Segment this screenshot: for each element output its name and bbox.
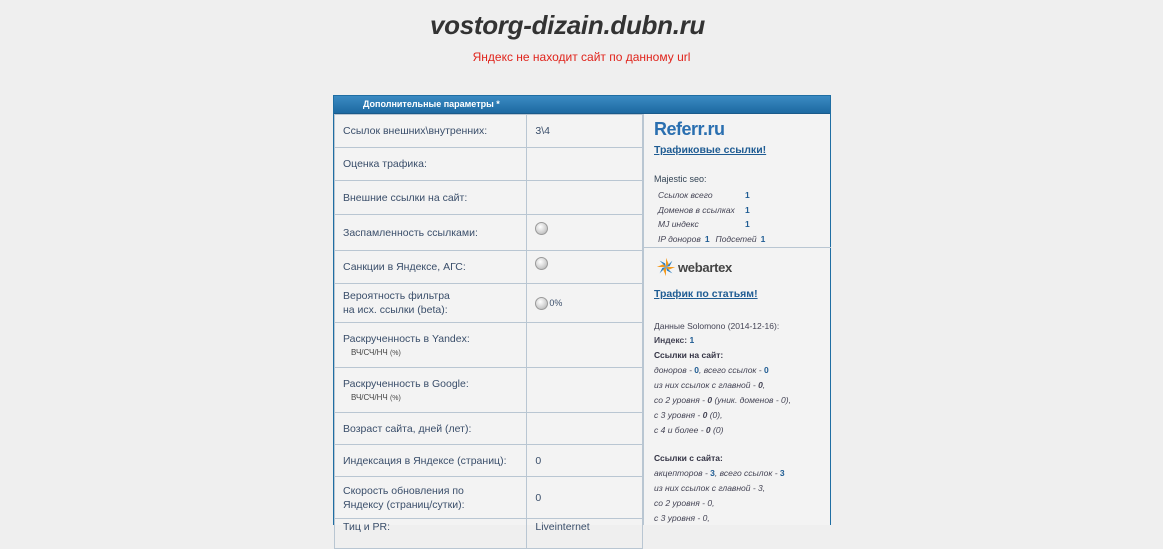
majestic-row-label: Ссылок всего bbox=[658, 190, 713, 200]
sublabel-text: ВЧ/СЧ/НЧ bbox=[351, 392, 388, 402]
level3-extra: (0), bbox=[707, 410, 723, 420]
majestic-row-value: 1 bbox=[745, 190, 750, 200]
majestic-row bbox=[658, 219, 750, 229]
param-value bbox=[527, 284, 643, 323]
level2-line bbox=[654, 395, 791, 405]
param-value bbox=[527, 148, 643, 181]
sublabel-unit: (%) bbox=[389, 349, 401, 357]
majestic-ip-row bbox=[658, 234, 771, 244]
out-main-line: из них ссылок с главной - 3, bbox=[654, 483, 766, 493]
majestic-row-label: MJ индекс bbox=[658, 219, 699, 229]
yandex-error-message: Яндекс не находит сайт по данному url bbox=[472, 50, 691, 64]
level2-extra: (уник. доменов - 0), bbox=[712, 395, 791, 405]
param-value bbox=[527, 368, 643, 413]
acceptors-label: акцепторов - bbox=[654, 468, 711, 478]
out-level2-line: со 2 уровня - 0, bbox=[654, 498, 715, 508]
referr-block bbox=[644, 114, 831, 248]
param-sublabel bbox=[343, 393, 401, 402]
param-label bbox=[335, 368, 527, 413]
webartex-logo-icon[interactable] bbox=[654, 256, 678, 278]
param-label-line1: Вероятность фильтра bbox=[343, 290, 450, 302]
webartex-article-traffic-link[interactable]: Трафик по статьям! bbox=[654, 288, 758, 300]
param-row bbox=[335, 148, 643, 181]
majestic-row bbox=[658, 190, 750, 200]
filter-probability-indicator bbox=[535, 297, 548, 310]
outgoing-links-heading: Ссылки с сайта: bbox=[654, 453, 723, 463]
param-value: 0 bbox=[527, 477, 643, 519]
param-label-line2: Яндексу (страниц/сутки): bbox=[343, 498, 465, 511]
main-links-value: 0 bbox=[758, 380, 763, 390]
acceptors-line bbox=[654, 468, 785, 478]
solomono-date: Данные Solomono (2014-12-16): bbox=[654, 321, 780, 331]
incoming-links-heading: Ссылки на сайт: bbox=[654, 350, 724, 360]
index-value: 1 bbox=[689, 335, 695, 345]
donors-line bbox=[654, 365, 769, 375]
site-title: vostorg-dizain.dubn.ru bbox=[429, 10, 706, 40]
side-column bbox=[643, 114, 831, 525]
acceptors-value: 3 bbox=[710, 468, 715, 478]
param-value bbox=[527, 215, 643, 251]
param-label: Санкции в Яндексе, АГС: bbox=[335, 251, 527, 284]
index-label: Индекс: bbox=[654, 335, 688, 345]
referr-logo[interactable]: Referr.ru bbox=[654, 119, 725, 139]
out-total-value: 3 bbox=[779, 468, 785, 478]
solomono-index bbox=[654, 335, 694, 345]
param-row bbox=[335, 284, 643, 323]
param-label bbox=[335, 477, 527, 519]
webartex-logo-text[interactable]: webartex bbox=[678, 260, 732, 275]
ip-donors-value: 1 bbox=[704, 234, 710, 244]
main-links-line: из них ссылок с главной - 0, bbox=[654, 380, 766, 390]
param-value: Liveinternet bbox=[527, 519, 643, 549]
majestic-row-label: Доменов в ссылках bbox=[658, 205, 735, 215]
param-value bbox=[527, 251, 643, 284]
param-row bbox=[335, 519, 643, 549]
subnets-value: 1 bbox=[760, 234, 766, 244]
ip-donors-label: IP доноров bbox=[658, 234, 701, 244]
level4-extra: (0) bbox=[710, 425, 724, 435]
param-label: Индексация в Яндексе (страниц): bbox=[335, 445, 527, 477]
additional-params-panel bbox=[333, 95, 831, 533]
param-label: Возраст сайта, дней (лет): bbox=[335, 413, 527, 445]
majestic-row bbox=[658, 205, 750, 215]
level4-label: с 4 и более - bbox=[654, 425, 706, 435]
param-label-line1: Раскрученность в Google: bbox=[343, 377, 469, 390]
param-label-line2: на исх. ссылки (beta): bbox=[343, 304, 448, 316]
main-links-label: из них ссылок с главной - bbox=[654, 380, 759, 390]
level4-value: 0 bbox=[705, 425, 711, 435]
param-row bbox=[335, 215, 643, 251]
majestic-row-value: 1 bbox=[745, 219, 750, 229]
sublabel-text: ВЧ/СЧ/НЧ bbox=[351, 347, 388, 357]
param-row bbox=[335, 413, 643, 445]
total-value: 0 bbox=[764, 365, 769, 375]
level3-line bbox=[654, 410, 722, 420]
param-value bbox=[527, 181, 643, 215]
param-row bbox=[335, 477, 643, 519]
param-label: Внешние ссылки на сайт: bbox=[335, 181, 527, 215]
sanctions-status-indicator bbox=[535, 257, 548, 270]
out-total-label: , всего ссылок - bbox=[714, 468, 780, 478]
donors-value: 0 bbox=[694, 365, 700, 375]
params-table bbox=[334, 114, 643, 549]
subnets-label: Подсетей bbox=[715, 234, 757, 244]
level3-label: с 3 уровня - bbox=[654, 410, 703, 420]
param-row bbox=[335, 445, 643, 477]
param-label bbox=[335, 284, 527, 323]
param-row bbox=[335, 323, 643, 368]
param-value bbox=[527, 413, 643, 445]
param-value: 0 bbox=[527, 445, 643, 477]
param-label: Тиц и PR: bbox=[335, 519, 527, 549]
majestic-label: Majestic seo: bbox=[654, 174, 707, 184]
total-label: , всего ссылок - bbox=[699, 365, 764, 375]
param-row bbox=[335, 251, 643, 284]
level2-label: со 2 уровня - bbox=[654, 395, 708, 405]
referr-traffic-links-link[interactable]: Трафиковые ссылки! bbox=[654, 144, 767, 156]
param-label: Ссылок внешних\внутренних: bbox=[335, 115, 527, 148]
spam-status-indicator bbox=[535, 222, 548, 235]
param-row bbox=[335, 181, 643, 215]
param-label-line1: Раскрученность в Yandex: bbox=[343, 332, 470, 345]
filter-probability-value: 0% bbox=[549, 298, 563, 308]
param-label: Заспамленность ссылками: bbox=[335, 215, 527, 251]
level2-value: 0 bbox=[707, 395, 713, 405]
param-row bbox=[335, 115, 643, 148]
out-level3-line: с 3 уровня - 0, bbox=[654, 513, 710, 523]
param-sublabel bbox=[343, 348, 401, 357]
param-value: 3\4 bbox=[527, 115, 643, 148]
param-label bbox=[335, 323, 527, 368]
param-value bbox=[527, 323, 643, 368]
level3-value: 0 bbox=[702, 410, 708, 420]
majestic-row-value: 1 bbox=[745, 205, 750, 215]
donors-label: доноров - bbox=[654, 365, 695, 375]
param-label: Оценка трафика: bbox=[335, 148, 527, 181]
param-row bbox=[335, 368, 643, 413]
sublabel-unit: (%) bbox=[389, 394, 401, 402]
level4-line bbox=[654, 425, 723, 435]
panel-header: Дополнительные параметры * bbox=[334, 96, 830, 114]
param-label-line1: Скорость обновления по bbox=[343, 484, 464, 497]
